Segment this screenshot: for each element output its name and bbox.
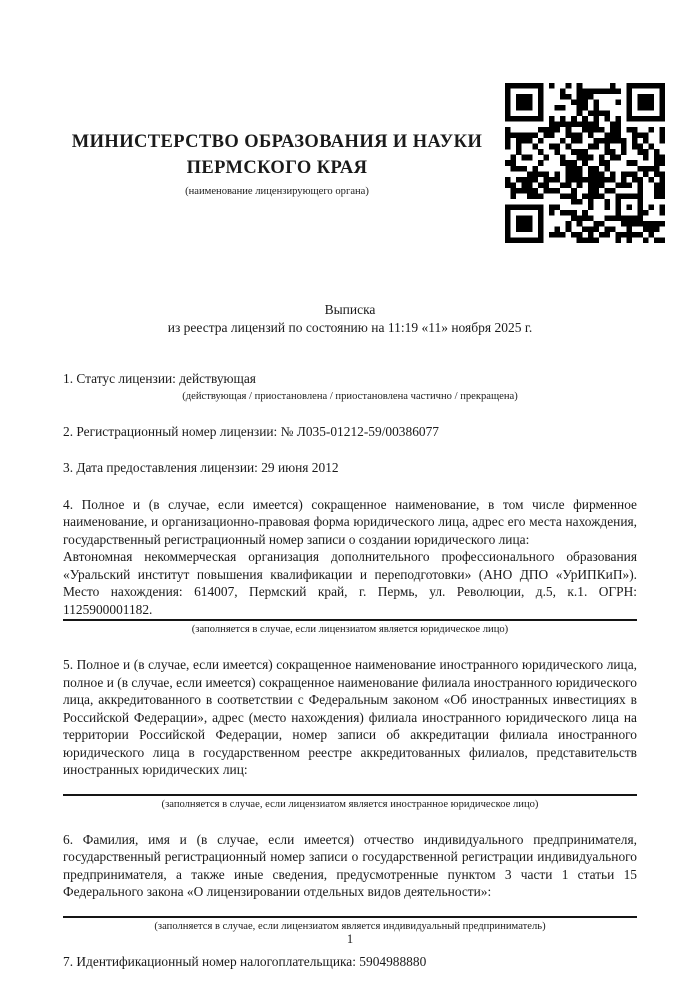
item-license-status [63, 370, 637, 404]
licensing-authority-block [63, 83, 505, 199]
ministry-caption: (наименование лицензирующего органа) [185, 186, 369, 197]
legal-entity-caption: (заполняется в случае, если лицензиатом является юридическое лицо) [191, 624, 509, 635]
item-individual-entrepreneur [63, 831, 637, 934]
legal-entity-rule [63, 619, 637, 621]
foreign-entity-value [63, 779, 637, 793]
ministry-name-line2: ПЕРМСКОГО КРАЯ [186, 158, 368, 178]
legal-entity-value: Автономная некоммерческая организация дополнительного профессионального образования «Уральский институт повышения квалификации и переподготовки» (АНО ДПО «УрИПКиП»). Место нахождения: 614007, Пермский край, г. Пермь, ул. Революции, д.5, к.1. ОГРН: 1125900001182. [63, 549, 637, 617]
ministry-name-line1: МИНИСТЕРСТВО ОБРАЗОВАНИЯ И НАУКИ [71, 132, 483, 152]
legal-entity-intro: 4. Полное и (в случае, если имеется) сокращенное наименование, в том числе фирменное наименование, и организационно-правовая форма юридического лица, адрес его места нахождения, государственный регистрационный номер записи о создании юридического лица: [63, 496, 637, 547]
qr-code-icon [505, 83, 665, 243]
item-taxpayer-number [63, 953, 637, 971]
individual-entrepreneur-rule [63, 916, 637, 918]
document-header [63, 0, 637, 243]
license-status-text: 1. Статус лицензии: действующая [63, 371, 256, 386]
document-title [63, 301, 637, 337]
individual-entrepreneur-intro: 6. Фамилия, имя и (в случае, если имеется) отчество индивидуального предпринимателя, государственный регистрационный номер записи о государственной регистрации индивидуального предпринимателя, а также иные сведения, предусмотренные пунктом 3 части 1 статьи 15 Федерального закона «О лицензировании отдельных видов деятельности»: [63, 831, 637, 899]
foreign-entity-intro: 5. Полное и (в случае, если имеется) сокращенное наименование иностранного юридического лица, полное и (в случае, если имеется) сокращенное наименование филиала иностранного юридического лица, аккредитованного в соответствии с Федеральным законом «Об иностранных инвестициях в Российской Федерации», адрес (место нахождения) филиала иностранного юридического лица на территории Российской Федерации, номер записи об аккредитации филиала иностранного юридического лица в государственном реестре аккредитованных филиалов, представительств иностранных юридических лиц: [63, 657, 637, 777]
document-title-line2: из реестра лицензий по состоянию на 11:19 «11» ноября 2025 г. [167, 320, 533, 335]
license-status-caption: (действующая / приостановлена / приостановлена частично / прекращена) [182, 390, 518, 402]
item-registration-number [63, 423, 637, 441]
item-legal-entity [63, 496, 637, 638]
item-license-date [63, 459, 637, 477]
individual-entrepreneur-value [63, 901, 637, 915]
item-foreign-entity [63, 656, 637, 812]
individual-entrepreneur-caption: (заполняется в случае, если лицензиатом является индивидуальный предприниматель) [154, 920, 546, 932]
document-title-line1: Выписка [324, 302, 376, 317]
license-date-text: 3. Дата предоставления лицензии: 29 июня 2012 [63, 460, 339, 475]
page-number: 1 [346, 932, 354, 946]
foreign-entity-rule [63, 794, 637, 796]
items-list [63, 370, 637, 970]
taxpayer-number-text: 7. Идентификационный номер налогоплательщика: 5904988880 [63, 953, 427, 969]
foreign-entity-caption: (заполняется в случае, если лицензиатом является иностранное юридическое лицо) [161, 798, 539, 810]
registration-number-text: 2. Регистрационный номер лицензии: № Л035-01212-59/00386077 [63, 423, 439, 439]
